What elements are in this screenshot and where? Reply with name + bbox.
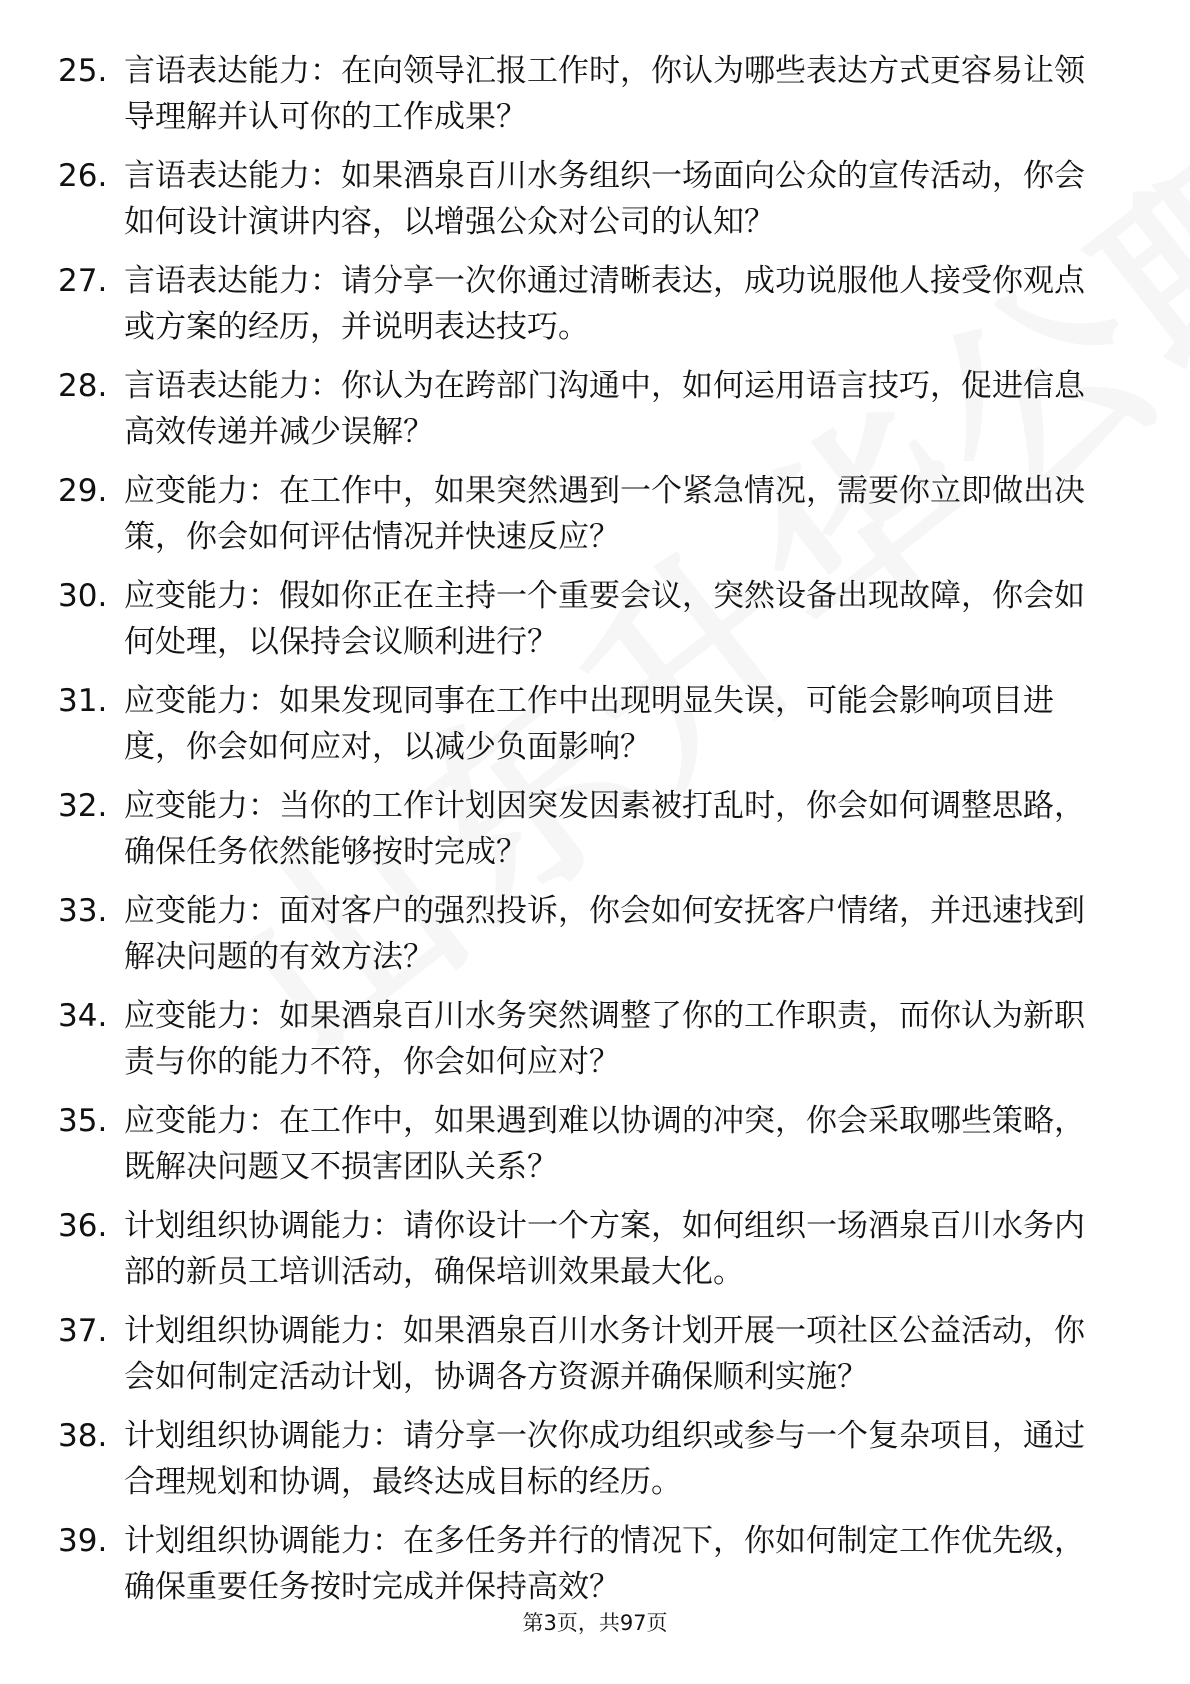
question-number: 26. xyxy=(58,158,108,194)
question-item xyxy=(0,363,1190,468)
question-text: 言语表达能力：在向领导汇报工作时，你认为哪些表达方式更容易让领导理解并认可你的工作成果？ xyxy=(124,53,1085,135)
question-item xyxy=(0,783,1190,888)
question-item xyxy=(0,258,1190,363)
question-number: 33. xyxy=(58,893,108,929)
question-number: 31. xyxy=(58,683,108,719)
question-item xyxy=(0,1413,1190,1518)
question-number: 34. xyxy=(58,998,108,1034)
question-text: 计划组织协调能力：请分享一次你成功组织或参与一个复杂项目，通过合理规划和协调，最终达成目标的经历。 xyxy=(124,1418,1085,1500)
question-item xyxy=(0,993,1190,1098)
question-text: 言语表达能力：如果酒泉百川水务组织一场面向公众的宣传活动，你会如何设计演讲内容，以增强公众对公司的认知？ xyxy=(124,158,1085,240)
question-number: 30. xyxy=(58,578,108,614)
question-text: 计划组织协调能力：如果酒泉百川水务计划开展一项社区公益活动，你会如何制定活动计划，协调各方资源并确保顺利实施？ xyxy=(124,1313,1085,1395)
question-number: 36. xyxy=(58,1208,108,1244)
question-number: 37. xyxy=(58,1313,108,1349)
question-number: 35. xyxy=(58,1103,108,1139)
question-item xyxy=(0,1308,1190,1413)
question-item xyxy=(0,1203,1190,1308)
question-text: 言语表达能力：你认为在跨部门沟通中，如何运用语言技巧，促进信息高效传递并减少误解？ xyxy=(124,368,1085,450)
question-item xyxy=(0,1098,1190,1203)
question-text: 计划组织协调能力：在多任务并行的情况下，你如何制定工作优先级，确保重要任务按时完成并保持高效？ xyxy=(124,1523,1085,1605)
question-number: 28. xyxy=(58,368,108,404)
question-number: 29. xyxy=(58,473,108,509)
question-item xyxy=(0,468,1190,573)
question-number: 25. xyxy=(58,53,108,89)
question-number: 27. xyxy=(58,263,108,299)
question-text: 应变能力：面对客户的强烈投诉，你会如何安抚客户情绪，并迅速找到解决问题的有效方法？ xyxy=(124,893,1085,975)
question-number: 32. xyxy=(58,788,108,824)
question-text: 应变能力：当你的工作计划因突发因素被打乱时，你会如何调整思路，确保任务依然能够按时完成？ xyxy=(124,788,1085,870)
question-item xyxy=(0,678,1190,783)
question-text: 应变能力：在工作中，如果突然遇到一个紧急情况，需要你立即做出决策，你会如何评估情况并快速反应？ xyxy=(124,473,1085,555)
question-number: 38. xyxy=(58,1418,108,1454)
page-footer: 第3页，共97页 xyxy=(522,1611,668,1635)
question-text: 应变能力：在工作中，如果遇到难以协调的冲突，你会采取哪些策略，既解决问题又不损害团队关系？ xyxy=(124,1103,1085,1185)
question-text: 计划组织协调能力：请你设计一个方案，如何组织一场酒泉百川水务内部的新员工培训活动，确保培训效果最大化。 xyxy=(124,1208,1085,1290)
question-item xyxy=(0,48,1190,153)
question-item xyxy=(0,888,1190,993)
question-text: 应变能力：如果发现同事在工作中出现明显失误，可能会影响项目进度，你会如何应对，以减少负面影响？ xyxy=(124,683,1054,765)
question-text: 应变能力：如果酒泉百川水务突然调整了你的工作职责，而你认为新职责与你的能力不符，你会如何应对？ xyxy=(124,998,1085,1080)
question-item xyxy=(0,153,1190,258)
question-text: 言语表达能力：请分享一次你通过清晰表达，成功说服他人接受你观点或方案的经历，并说明表达技巧。 xyxy=(124,263,1085,345)
question-text: 应变能力：假如你正在主持一个重要会议，突然设备出现故障，你会如何处理，以保持会议顺利进行？ xyxy=(124,578,1085,660)
question-item xyxy=(0,573,1190,678)
question-number: 39. xyxy=(58,1523,108,1559)
question-list xyxy=(0,48,1190,1623)
